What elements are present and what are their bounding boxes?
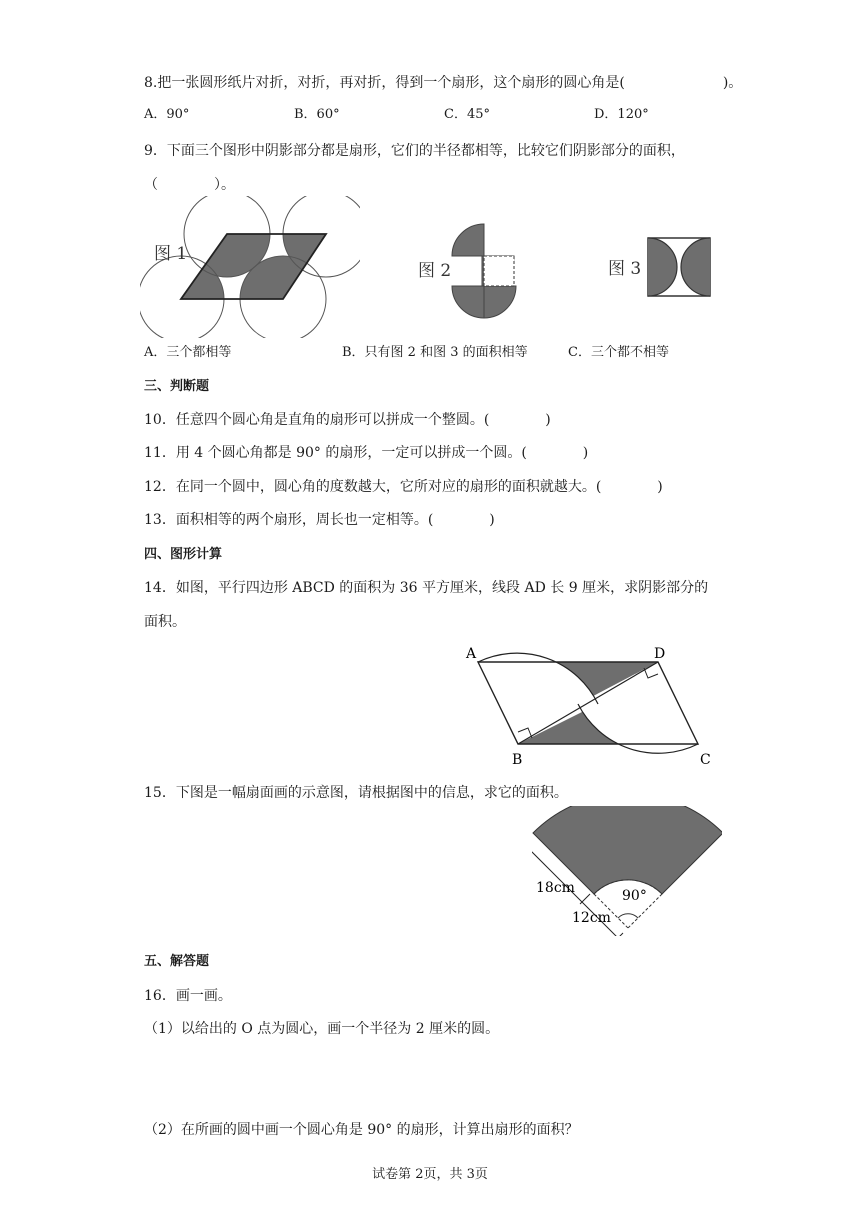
q8-text	[144, 73, 742, 93]
section-4-title: 四、图形计算	[144, 547, 223, 562]
q8-option-b[interactable]: B．60°	[294, 107, 340, 122]
q9-option-a[interactable]: A．三个都相等	[144, 345, 232, 360]
q9-figure-3	[606, 234, 716, 300]
section-5-title: 五、解答题	[144, 954, 210, 969]
q14-label-d: D	[654, 646, 666, 662]
q8-stem: 8.把一张圆形纸片对折，对折，再对折，得到一个扇形，这个扇形的圆心角是(	[144, 75, 625, 91]
q8-close: )。	[722, 75, 743, 91]
q13-text: 13．面积相等的两个扇形，周长也一定相等。( )	[144, 512, 495, 528]
q15-angle: 90°	[622, 888, 647, 904]
q8-option-a[interactable]: A．90°	[144, 107, 190, 122]
q14-line1: 14．如图，平行四边形 ABCD 的面积为 36 平方厘米，线段 AD 长 9 厘米，求阴影部分的	[144, 580, 709, 596]
fig3-label: 图 3	[608, 259, 642, 279]
q9-option-c[interactable]: C．三个都不相等	[568, 345, 669, 360]
q15-label-outer: 18cm	[536, 880, 575, 896]
q9-figure-1	[140, 196, 360, 338]
q16-part1: （1）以给出的 O 点为圆心，画一个半径为 2 厘米的圆。	[144, 1021, 500, 1037]
q9-text: 9．下面三个图形中阴影部分都是扇形，它们的半径都相等，比较它们阴影部分的面积，	[144, 143, 685, 159]
q14-figure	[460, 642, 720, 770]
q15-label-inner: 12cm	[572, 910, 611, 926]
q16-part2: （2）在所画的圆中画一个圆心角是 90° 的扇形，计算出扇形的面积？	[144, 1122, 579, 1138]
q9-figure-2	[412, 216, 546, 320]
q14-line2: 面积。	[144, 614, 186, 630]
q8-option-c[interactable]: C．45°	[444, 107, 490, 122]
q16-title: 16．画一画。	[144, 988, 232, 1004]
section-3-title: 三、判断题	[144, 379, 210, 394]
q14-label-c: C	[700, 752, 711, 768]
q15-figure	[532, 806, 722, 936]
q12-text: 12．在同一个圆中，圆心角的度数越大，它所对应的扇形的面积就越大。( )	[144, 479, 663, 495]
q9-option-b[interactable]: B．只有图 2 和图 3 的面积相等	[342, 345, 528, 360]
q9-blank: （ ）。	[144, 177, 235, 193]
q8-option-d[interactable]: D．120°	[594, 107, 649, 122]
q10-text: 10．任意四个圆心角是直角的扇形可以拼成一个整圆。( )	[144, 412, 551, 428]
fig2-label: 图 2	[418, 261, 452, 281]
q14-label-b: B	[512, 752, 523, 768]
fig1-label: 图 1	[154, 244, 188, 264]
q14-label-a: A	[466, 646, 477, 662]
q15-text: 15．下图是一幅扇面画的示意图，请根据图中的信息，求它的面积。	[144, 785, 568, 801]
page-footer: 试卷第 2页，共 3页	[372, 1167, 488, 1182]
q11-text: 11．用 4 个圆心角都是 90° 的扇形，一定可以拼成一个圆。( )	[144, 445, 589, 461]
